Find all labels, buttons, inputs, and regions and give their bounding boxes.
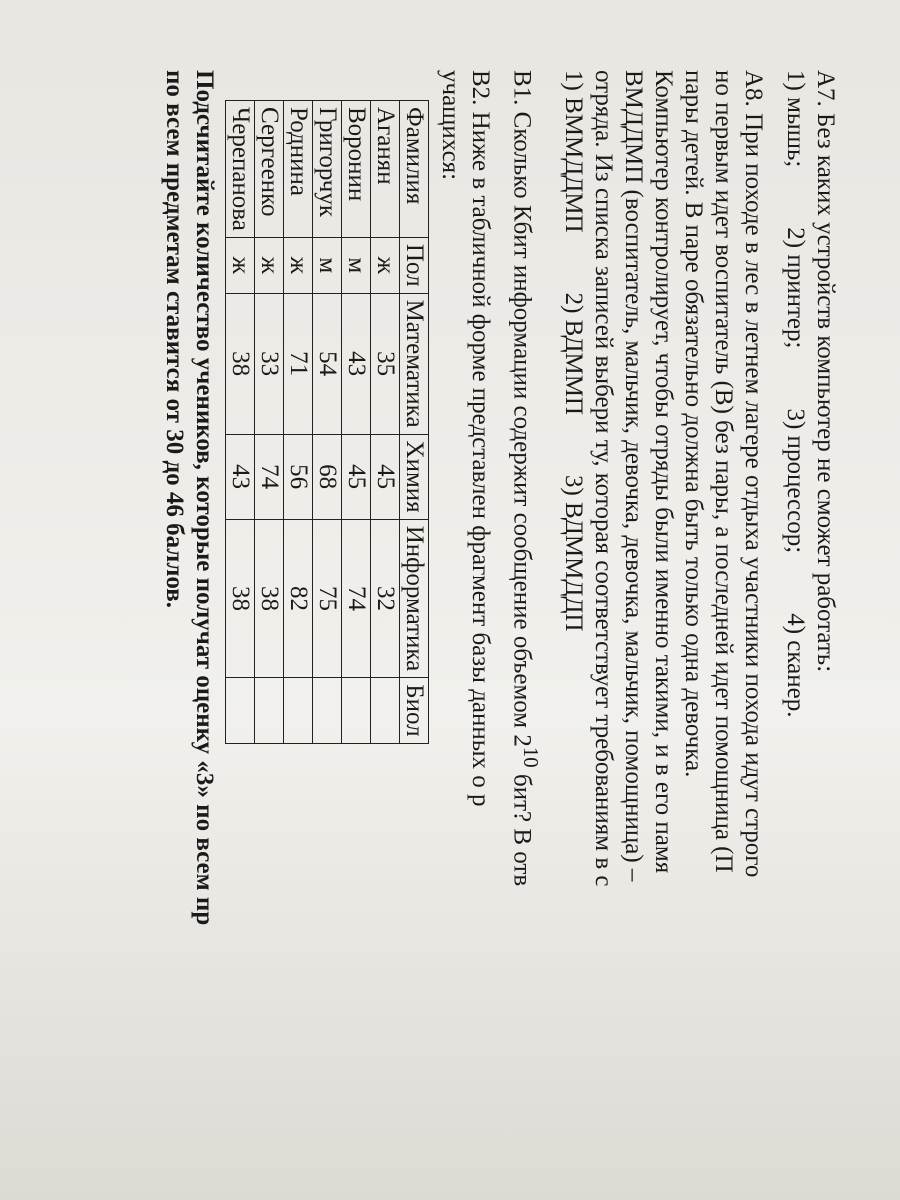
cell-math: 54 — [312, 293, 341, 434]
cell-chemistry: 45 — [341, 434, 370, 519]
a7-option-4: 4) сканер. — [782, 613, 809, 718]
a8-line-5: ВМДДМП (воспитатель, мальчик, девочка, девочка, мальчик, помощница) – — [620, 70, 647, 882]
table-header-row — [399, 101, 428, 744]
a8-line-4: Компьютер контролирует, чтобы отряды были именно такими, и в его памя — [650, 70, 677, 874]
a8-option-3: 3) ВДММДДП — [560, 474, 587, 632]
cell-math: 33 — [254, 293, 283, 434]
cell-surname: Аганян — [370, 101, 399, 238]
table-row — [312, 101, 341, 744]
worksheet-content — [159, 70, 840, 1170]
header-gender: Пол — [399, 237, 428, 293]
cell-chemistry: 56 — [283, 434, 312, 519]
a8-option-1: 1) ВММДДМП — [560, 70, 587, 233]
cell-biology — [254, 678, 283, 743]
cell-gender: м — [312, 237, 341, 293]
table-row — [370, 101, 399, 744]
b2-line-1: В2. Ниже в табличной форме представлен фрагмент базы данных о р — [466, 70, 494, 807]
b1-text-after: бит? В отв — [508, 767, 536, 887]
cell-math: 35 — [370, 293, 399, 434]
a7-option-1: 1) мышь; — [782, 70, 809, 168]
table-row — [225, 101, 254, 744]
table-row — [341, 101, 370, 744]
a8-line-1: А8. При походе в лес в летнем лагере отдыха участники похода идут строго — [740, 70, 767, 878]
a8-block — [558, 70, 768, 1170]
cell-chemistry: 43 — [225, 434, 254, 519]
b1-text: В1. Сколько Кбит информации содержит сообщение объемом 2 — [508, 70, 536, 747]
cell-chemistry: 68 — [312, 434, 341, 519]
cell-math: 71 — [283, 293, 312, 434]
cell-gender: ж — [283, 237, 312, 293]
cell-biology — [341, 678, 370, 743]
b1-question — [507, 70, 546, 1170]
cell-chemistry: 45 — [370, 434, 399, 519]
cell-surname: Черепанова — [225, 101, 254, 238]
cell-gender: ж — [254, 237, 283, 293]
cell-informatics: 82 — [283, 519, 312, 678]
cell-informatics: 32 — [370, 519, 399, 678]
header-informatics: Информатика — [399, 519, 428, 678]
cell-gender: м — [341, 237, 370, 293]
cell-gender: ж — [370, 237, 399, 293]
a8-line-3: пары детей. В паре обязательно должна быть только одна девочка. — [680, 70, 707, 778]
header-chemistry: Химия — [399, 434, 428, 519]
cell-surname: Воронин — [341, 101, 370, 238]
cell-math: 38 — [225, 293, 254, 434]
cell-biology — [370, 678, 399, 743]
header-biology: Биол — [399, 678, 428, 743]
a8-options — [558, 70, 588, 1170]
a7-option-3: 3) процессор; — [782, 408, 809, 554]
cell-biology — [283, 678, 312, 743]
cell-biology — [225, 678, 254, 743]
cell-informatics: 38 — [225, 519, 254, 678]
grades-table — [225, 100, 429, 744]
a7-options — [780, 70, 810, 1170]
a7-question: А7. Без каких устройств компьютер не сможет работать: — [812, 70, 839, 673]
cell-informatics: 75 — [312, 519, 341, 678]
cell-math: 43 — [341, 293, 370, 434]
a7-option-2: 2) принтер; — [782, 227, 809, 349]
a8-option-2: 2) ВДММП — [560, 292, 587, 415]
a8-line-2: но первым идет воспитатель (В) без пары, а последней идет помощница (П — [710, 70, 737, 873]
header-surname: Фамилия — [399, 101, 428, 238]
cell-surname: Роднина — [283, 101, 312, 238]
table-row — [283, 101, 312, 744]
a8-line-6: отряда. Из списка записей выбери ту, которая соответствует требованиям в с — [590, 70, 617, 887]
b2-block — [159, 70, 495, 1170]
b2-footer-1: Подсчитайте количество учеников, которые получат оценку «3» по всем пр — [190, 70, 218, 926]
b2-line-2: учащихся: — [436, 70, 464, 181]
cell-surname: Григорчук — [312, 101, 341, 238]
cell-informatics: 74 — [341, 519, 370, 678]
b1-exponent: 10 — [519, 746, 543, 768]
cell-gender: ж — [225, 237, 254, 293]
cell-chemistry: 74 — [254, 434, 283, 519]
cell-biology — [312, 678, 341, 743]
cell-surname: Сергеенко — [254, 101, 283, 238]
table-row — [254, 101, 283, 744]
cell-informatics: 38 — [254, 519, 283, 678]
header-math: Математика — [399, 293, 428, 434]
b2-footer-2: по всем предметам ставится от 30 до 46 баллов. — [160, 70, 188, 608]
